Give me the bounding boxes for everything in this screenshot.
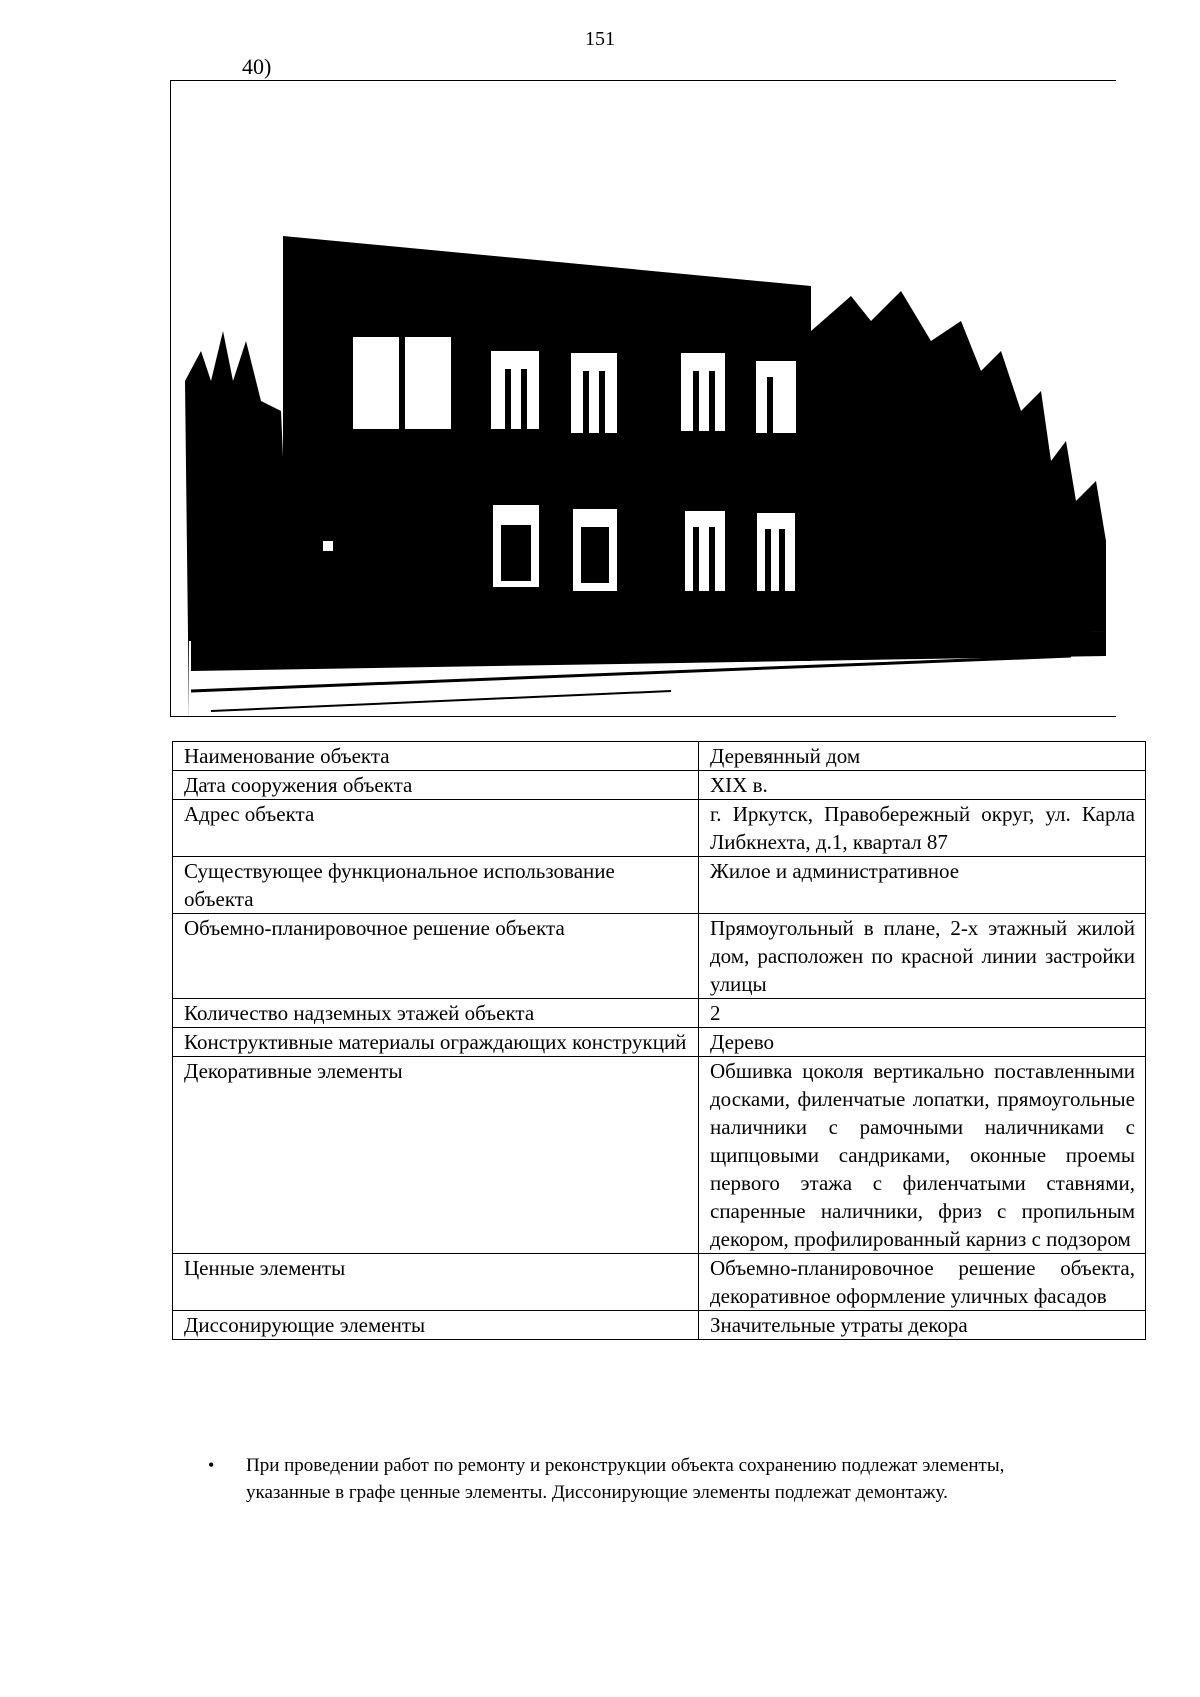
item-number: 40) <box>242 54 272 79</box>
row-label: Объемно-планировочное решение объекта <box>173 914 699 999</box>
table-row <box>173 1254 1146 1311</box>
page-number: 151 <box>585 28 615 50</box>
row-label: Диссонирующие элементы <box>173 1311 699 1340</box>
row-value: Прямоугольный в плане, 2-х этажный жилой дом, расположен по красной линии застройки улицы <box>699 914 1146 999</box>
row-label: Адрес объекта <box>173 800 699 857</box>
row-value: г. Иркутск, Правобережный округ, ул. Карла Либкнехта, д.1, квартал 87 <box>699 800 1146 857</box>
row-value: Объемно-планировочное решение объекта, декоративное оформление уличных фасадов <box>699 1254 1146 1311</box>
row-label: Конструктивные материалы ограждающих конструкций <box>173 1028 699 1057</box>
object-info-table <box>172 741 1146 1340</box>
row-value: XIX в. <box>699 771 1146 800</box>
row-value: Жилое и административное <box>699 857 1146 914</box>
table-row <box>173 999 1146 1028</box>
row-label: Количество надземных этажей объекта <box>173 999 699 1028</box>
building-photo-icon <box>171 81 1116 716</box>
row-value: Дерево <box>699 1028 1146 1057</box>
table-row <box>173 1028 1146 1057</box>
row-label: Наименование объекта <box>173 742 699 771</box>
preservation-note <box>208 1452 1088 1506</box>
row-value: Значительные утраты декора <box>699 1311 1146 1340</box>
row-value: Деревянный дом <box>699 742 1146 771</box>
row-label: Ценные элементы <box>173 1254 699 1311</box>
building-photo <box>170 80 1116 717</box>
table-row <box>173 1311 1146 1340</box>
row-value: 2 <box>699 999 1146 1028</box>
table-row <box>173 1057 1146 1254</box>
table-row <box>173 742 1146 771</box>
row-label: Дата сооружения объекта <box>173 771 699 800</box>
bullet-icon: • <box>208 1455 215 1475</box>
table-row <box>173 771 1146 800</box>
row-label: Декоративные элементы <box>173 1057 699 1254</box>
table-row <box>173 857 1146 914</box>
table-row <box>173 800 1146 857</box>
table-row <box>173 914 1146 999</box>
row-value: Обшивка цоколя вертикально поставленными досками, филенчатые лопатки, прямоугольные наличники с рамочными наличниками с щипцовыми сандриками, оконные проемы первого этажа с филенчатыми ставнями, спаренные наличники, фриз с пропильным декором, профилированный карниз с подзором <box>699 1057 1146 1254</box>
row-label: Существующее функциональное использование объекта <box>173 857 699 914</box>
note-text: При проведении работ по ремонту и реконструкции объекта сохранению подлежат элементы, указанные в графе ценные элементы. Диссонирующие элементы подлежат демонтажу. <box>246 1455 1005 1503</box>
